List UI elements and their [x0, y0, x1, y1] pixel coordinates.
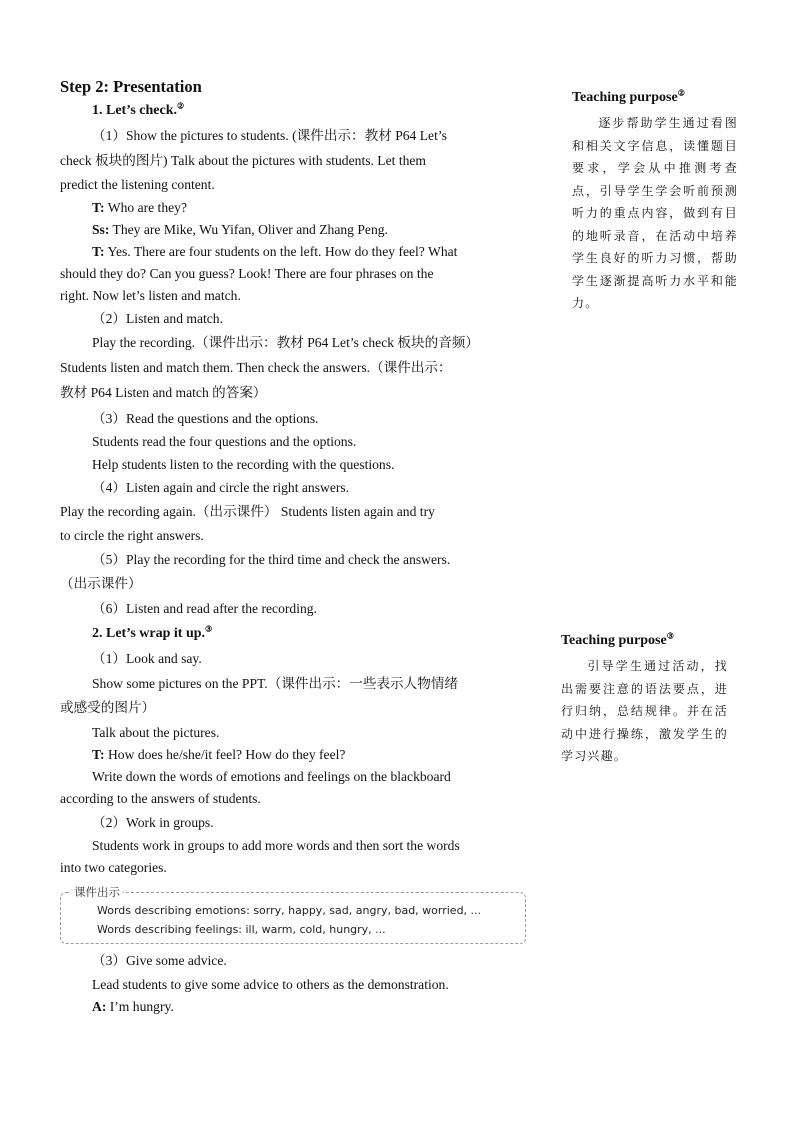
courseware-box	[60, 885, 526, 944]
step-heading: （3）Read the questions and the options.	[92, 411, 319, 426]
speaker-label: Ss:	[92, 222, 110, 237]
teaching-purpose-title-text: Teaching purpose	[572, 90, 678, 105]
step-title: Step 2: Presentation	[60, 77, 202, 96]
speaker-label: T:	[92, 200, 105, 215]
paragraph-line: Play the recording again.（出示课件） Students listen again and try	[60, 504, 435, 519]
paragraph-line: Play the recording.（课件出示：教材 P64 Let’s check 板块的音频）	[92, 335, 479, 350]
emotions-word-list: Words describing emotions: sorry, happy, sad, angry, bad, worried, ...	[97, 904, 482, 917]
teaching-purpose-title	[561, 633, 674, 649]
footnote-marker: ③	[205, 624, 213, 634]
paragraph-line: check 板块的图片) Talk about the pictures with students. Let them	[60, 153, 426, 168]
speaker-label: T:	[92, 244, 105, 259]
feelings-word-list: Words describing feelings: ill, warm, cold, hungry, ...	[97, 923, 386, 936]
teaching-purpose-title	[572, 90, 685, 106]
step-heading: （2）Listen and match.	[92, 311, 223, 326]
footnote-marker: ②	[677, 88, 685, 98]
teaching-purpose-body: 逐步帮助学生通过看图和相关文字信息，读懂题目要求，学会从中推测考查点，引导学生学会听前预测听力的重点内容，做到有目的地听录音，在活动中培养学生良好的听力习惯，帮助学生逐渐提高听力水平和能力。	[572, 116, 738, 310]
paragraph-line: should they do? Can you guess? Look! There are four phrases on the	[60, 266, 434, 281]
section-title-text: 1. Let’s check.	[92, 103, 178, 118]
dialogue-text: I’m hungry.	[106, 999, 174, 1014]
section-lets-check-title	[92, 102, 184, 120]
section-title-text: 2. Let’s wrap it up.	[92, 626, 206, 641]
courseware-box-title: 课件出示	[71, 884, 123, 900]
step-heading: （1）Look and say.	[92, 651, 202, 666]
paragraph-line: predict the listening content.	[60, 177, 215, 192]
paragraph-line: right. Now let’s listen and match.	[60, 288, 241, 303]
step-heading: （4）Listen again and circle the right answers.	[92, 480, 350, 495]
footnote-marker: ②	[177, 101, 185, 111]
paragraph-line: Show some pictures on the PPT.（课件出示：一些表示人物情绪	[92, 676, 459, 691]
paragraph-line: Students read the four questions and the options.	[92, 434, 357, 449]
paragraph-line: into two categories.	[60, 860, 167, 875]
dialogue-line	[92, 243, 457, 261]
paragraph-line: 或感受的图片）	[60, 700, 156, 715]
paragraph-line: Students work in groups to add more words and then sort the words	[92, 838, 460, 853]
speaker-label: T:	[92, 747, 105, 762]
step-heading: （2）Work in groups.	[92, 815, 214, 830]
paragraph-line: Talk about the pictures.	[92, 725, 220, 740]
paragraph-line: Help students listen to the recording with the questions.	[92, 457, 395, 472]
dialogue-line	[92, 746, 345, 764]
step-heading: （3）Give some advice.	[92, 953, 227, 968]
paragraph-line: Lead students to give some advice to others as the demonstration.	[92, 977, 449, 992]
footnote-marker: ③	[666, 631, 674, 641]
paragraph-line: Students listen and match them. Then check the answers.（课件出示：	[60, 360, 452, 375]
teaching-purpose-title-text: Teaching purpose	[561, 633, 667, 648]
paragraph-line: according to the answers of students.	[60, 791, 261, 806]
speaker-label: A:	[92, 999, 107, 1014]
dialogue-text: They are Mike, Wu Yifan, Oliver and Zhang Peng.	[109, 222, 388, 237]
paragraph-line: （出示课件）	[60, 576, 142, 591]
dialogue-line	[92, 199, 187, 217]
step-heading: （5）Play the recording for the third time and check the answers.	[92, 552, 451, 567]
dialogue-text: Who are they?	[104, 200, 187, 215]
paragraph-line: 教材 P64 Listen and match 的答案）	[60, 385, 267, 400]
section-wrap-up-title	[92, 625, 212, 643]
paragraph-line: Write down the words of emotions and feelings on the blackboard	[92, 769, 451, 784]
dialogue-text: How does he/she/it feel? How do they feel?	[104, 747, 346, 762]
dialogue-line	[92, 221, 388, 239]
dialogue-line	[92, 998, 174, 1016]
step-heading: （6）Listen and read after the recording.	[92, 601, 317, 616]
paragraph-line: to circle the right answers.	[60, 528, 204, 543]
paragraph-line: （1）Show the pictures to students. (课件出示：教材 P64 Let’s	[92, 128, 447, 143]
dialogue-text: Yes. There are four students on the left. How do they feel? What	[104, 244, 458, 259]
teaching-purpose-body: 引导学生通过活动，找出需要注意的语法要点，进行归纳，总结规律。并在活动中进行操练，激发学生的学习兴趣。	[561, 659, 728, 763]
